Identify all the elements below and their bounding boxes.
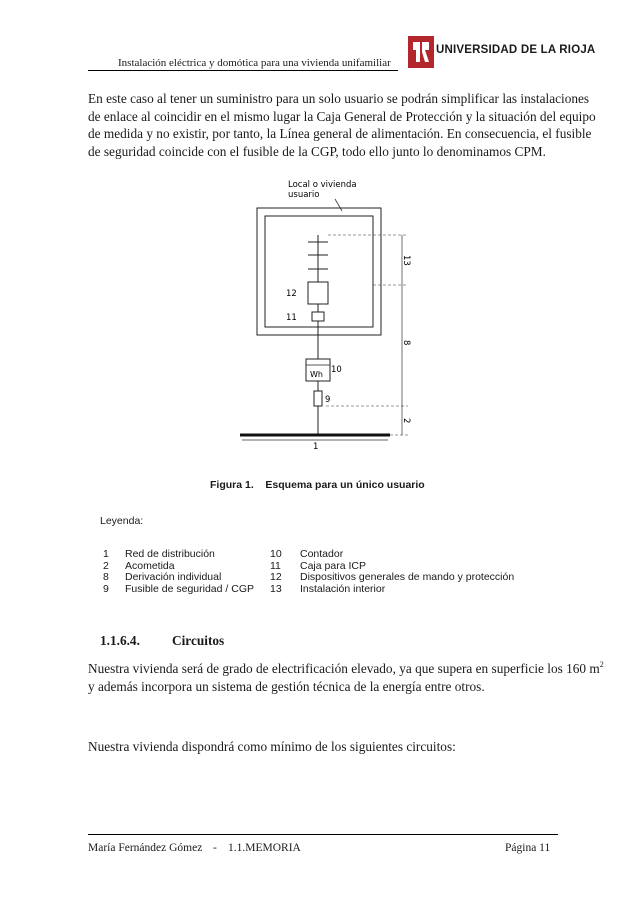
legend-title: Leyenda: bbox=[100, 515, 144, 527]
circuits-paragraph: Nuestra vivienda dispondrá como mínimo de los siguientes circuitos: bbox=[88, 739, 456, 754]
meter-label: Wh bbox=[310, 370, 323, 379]
legend-item: 10 Contador bbox=[270, 548, 344, 560]
intro-paragraph: En este caso al tener un suministro para un solo usuario se podrán simplificar las instalaciones de enlace al coincidir en el mismo lugar la Caja General de Protección y la situación del equipo de medida y no existir, por tanto, la Línea general de alimentación. En consecuencia, el fusible de seguridad coincide con el fusible de la CGP, todo ello junto lo denominamos CPM. bbox=[88, 91, 596, 159]
label-11: 11 bbox=[286, 313, 297, 323]
header-rule bbox=[88, 70, 398, 71]
footer-author: María Fernández Gómez bbox=[88, 842, 203, 854]
university-emblem-icon bbox=[408, 36, 434, 68]
label-8: 8 bbox=[401, 340, 411, 346]
superscript-2: 2 bbox=[599, 660, 604, 669]
footer-rule bbox=[88, 834, 558, 835]
label-13: 13 bbox=[401, 255, 411, 266]
figure-caption: Figura 1. Esquema para un único usuario bbox=[210, 479, 425, 491]
schematic-figure bbox=[230, 175, 430, 475]
paragraph2-line1: Nuestra vivienda será de grado de electrificación elevado, ya que supera en superficie los 160 m bbox=[88, 661, 600, 676]
footer-page: Página 11 bbox=[505, 842, 551, 854]
legend-item: 1 Red de distribución bbox=[103, 548, 215, 560]
label-12: 12 bbox=[286, 289, 297, 299]
legend-left bbox=[103, 548, 263, 595]
logo-text: UNIVERSIDAD DE LA RIOJA bbox=[436, 44, 596, 56]
legend-item: 12 Dispositivos generales de mando y protección bbox=[270, 571, 515, 584]
section-number: 1.1.6.4. bbox=[100, 633, 140, 648]
legend-item: 9 Fusible de seguridad / CGP bbox=[103, 583, 254, 596]
label-local-line1: Local o vivienda bbox=[288, 180, 357, 190]
label-10: 10 bbox=[331, 365, 342, 375]
legend-item: 8 Derivación individual bbox=[103, 571, 222, 584]
legend-item: 11 Caja para ICP bbox=[270, 559, 366, 572]
label-1: 1 bbox=[313, 442, 319, 452]
paragraph2-line2: y además incorpora un sistema de gestión técnica de la energía entre otros. bbox=[88, 678, 485, 694]
footer-doc: 1.1.MEMORIA bbox=[228, 842, 301, 854]
label-2: 2 bbox=[401, 418, 411, 424]
electrification-paragraph bbox=[88, 660, 604, 695]
header-title: Instalación eléctrica y domótica para una vivienda unifamiliar bbox=[118, 57, 391, 69]
legend-item: 13 Instalación interior bbox=[270, 583, 386, 596]
label-local-line2: usuario bbox=[288, 190, 320, 200]
section-title: Circuitos bbox=[172, 633, 225, 648]
legend-item: 2 Acometida bbox=[103, 559, 175, 572]
label-9: 9 bbox=[325, 395, 331, 405]
legend-right bbox=[270, 548, 515, 596]
footer-separator: - bbox=[213, 842, 217, 854]
